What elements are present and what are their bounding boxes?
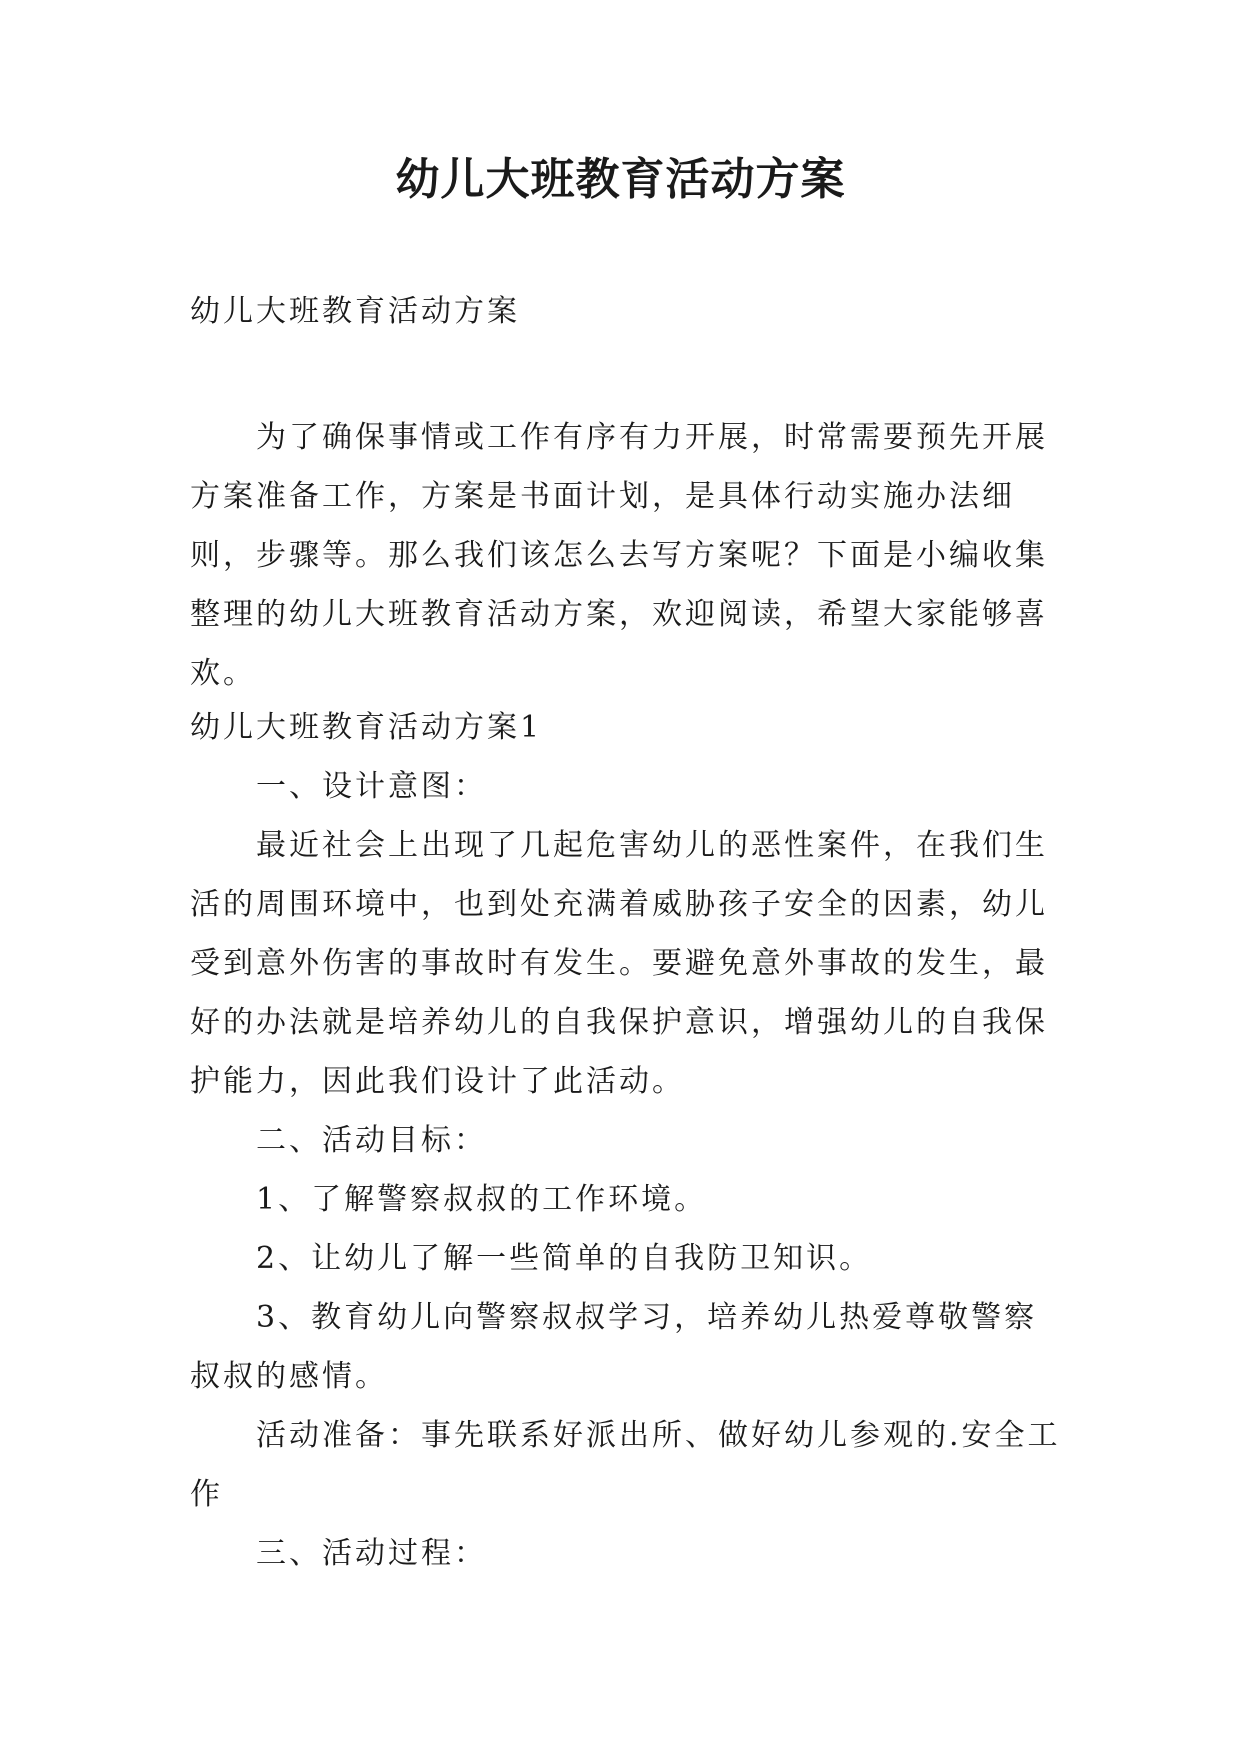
heading-activity-process: 三、活动过程： (256, 1536, 487, 1571)
section-content (190, 698, 1070, 1583)
goal-item-3: 3、教育幼儿向警察叔叔学习，培养幼儿热爱尊敬警察叔叔的感情。 (190, 1300, 1038, 1394)
goal-item-2: 2、让幼儿了解一些简单的自我防卫知识。 (256, 1241, 873, 1276)
paragraph-activity-prep: 活动准备：事先联系好派出所、做好幼儿参观的.安全工作 (190, 1418, 1061, 1512)
intro-paragraph: 为了确保事情或工作有序有力开展，时常需要预先开展方案准备工作，方案是书面计划，是具体行动实施办法细则，步骤等。那么我们该怎么去写方案呢？下面是小编收集整理的幼儿大班教育活动方案，欢迎阅读，希望大家能够喜欢。 (190, 420, 1048, 691)
heading-design-intent: 一、设计意图： (256, 769, 487, 804)
heading-activity-goals: 二、活动目标： (256, 1123, 487, 1158)
paragraph-design-intent: 最近社会上出现了几起危害幼儿的恶性案件，在我们生活的周围环境中，也到处充满着威胁孩子安全的因素，幼儿受到意外伤害的事故时有发生。要避免意外事故的发生，最好的办法就是培养幼儿的自我保护意识，增强幼儿的自我保护能力，因此我们设计了此活动。 (190, 828, 1048, 1099)
document-title: 幼儿大班教育活动方案 (395, 154, 846, 205)
section-heading: 幼儿大班教育活动方案1 (190, 710, 543, 745)
goal-item-1: 1、了解警察叔叔的工作环境。 (256, 1182, 708, 1217)
document-subtitle: 幼儿大班教育活动方案 (190, 294, 520, 329)
